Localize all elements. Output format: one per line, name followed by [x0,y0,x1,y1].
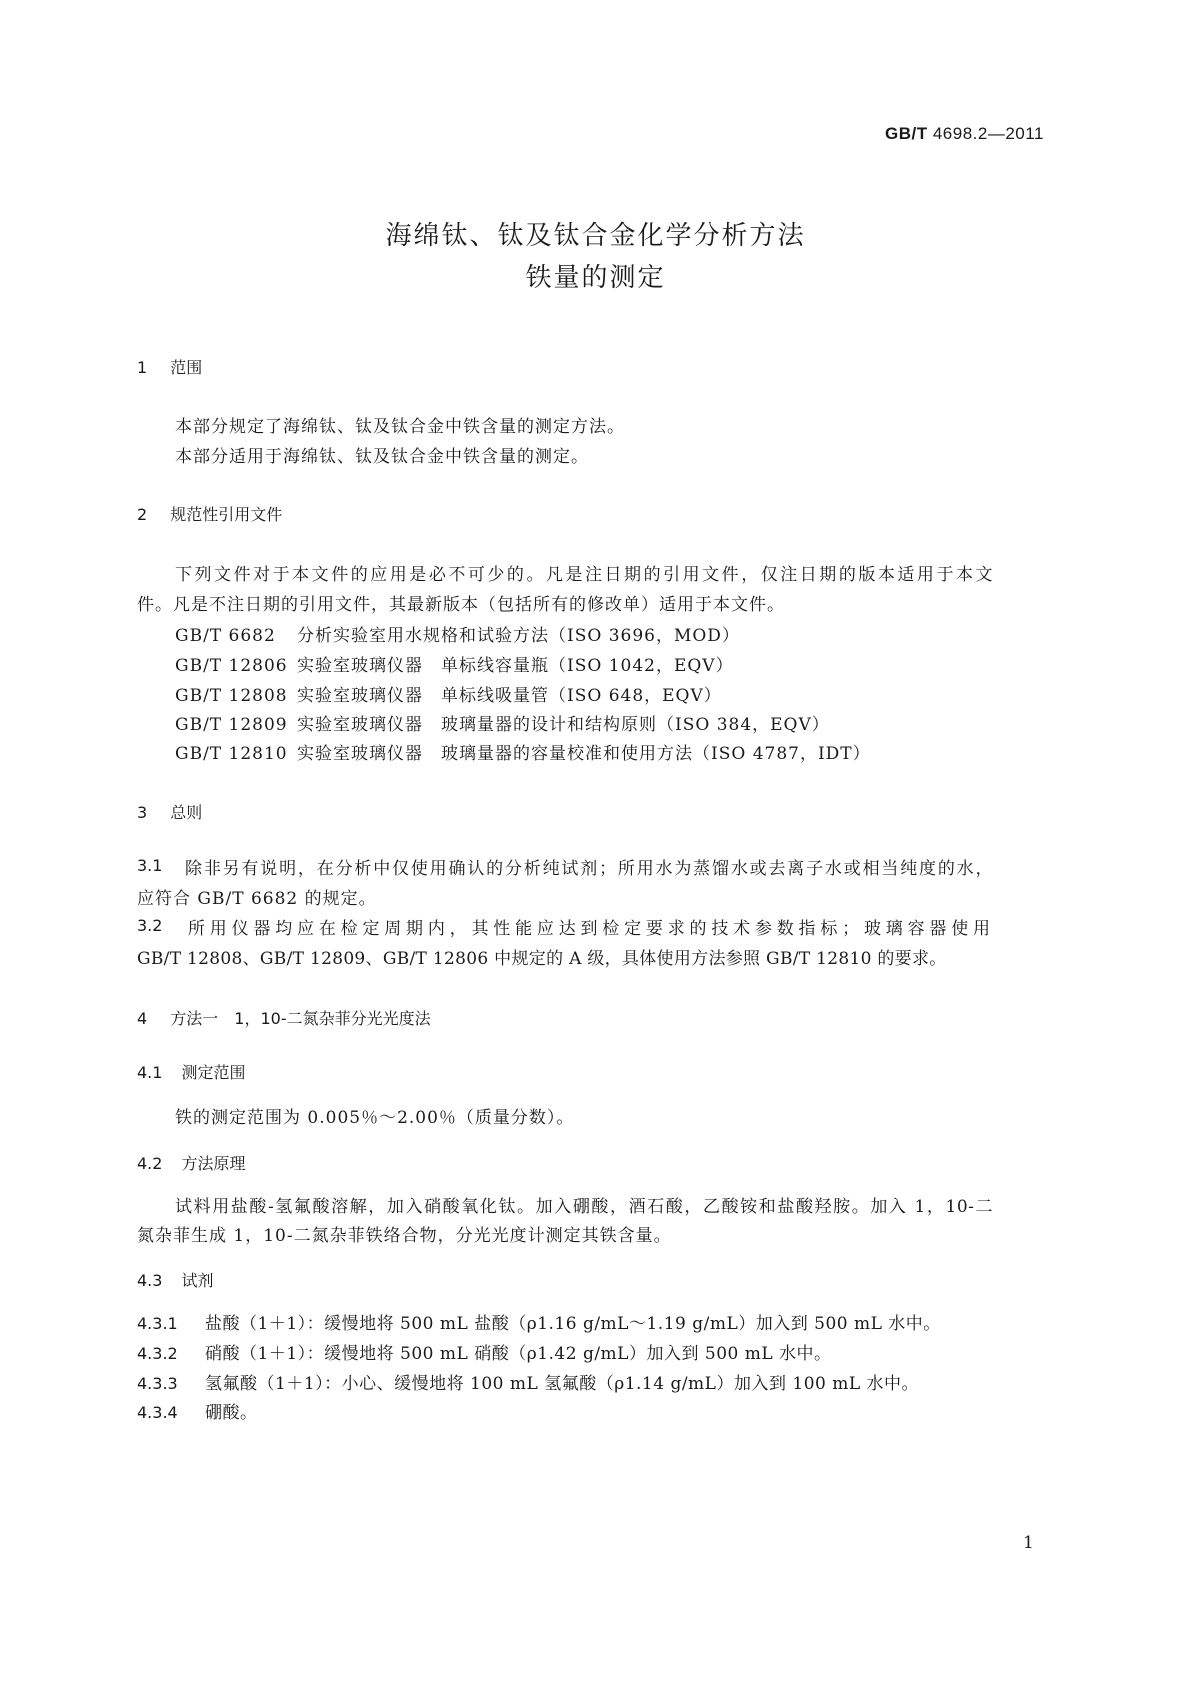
reagent-text: 盐酸（1＋1）：缓慢地将 500 mL 盐酸（ρ1.16 g/mL～1.19 g/mL）加入到 500 mL 水中。 [205,1314,941,1334]
reference-title: 实验室玻璃仪器 玻璃量器的容量校准和使用方法（ISO 4787，IDT） [297,744,871,764]
reagent-text: 硼酸。 [205,1403,258,1423]
document-title: 海绵钛、钛及钛合金化学分析方法 [385,221,806,251]
standard-prefix: GB/T [885,124,928,143]
section-title: 总则 [170,803,203,822]
section-4-heading [137,1006,431,1029]
section-1-heading [137,355,202,378]
reference-title: 实验室玻璃仪器 单标线吸量管（ISO 648，EQV） [297,686,722,706]
reference-code: GB/T 12806 [175,656,288,676]
reference-item [175,739,871,764]
reagent-text: 硝酸（1＋1）：缓慢地将 500 mL 硝酸（ρ1.42 g/mL）加入到 500 mL 水中。 [205,1344,832,1364]
subsection-4-2-line-2: 氮杂菲生成 1，10-二氮杂菲铁络合物，分光光度计测定其铁含量。 [137,1226,672,1246]
reagent-item [137,1369,919,1394]
reference-item [175,710,830,735]
reference-code: GB/T 12809 [175,715,288,735]
subsection-title: 试剂 [181,1271,214,1290]
section-1-paragraph-2: 本部分适用于海绵钛、钛及钛合金中铁含量的测定。 [175,447,589,467]
section-title: 规范性引用文件 [170,505,283,524]
section-number: 1 [137,358,148,377]
subsection-4-1-text: 铁的测定范围为 0.005％～2.00％（质量分数）。 [175,1108,575,1128]
subsection-title: 方法原理 [181,1154,246,1173]
section-number: 4 [137,1009,148,1028]
page-number: 1 [1023,1533,1034,1553]
subsection-number: 4.1 [137,1063,163,1082]
subsection-4-2-heading [137,1151,246,1174]
section-title: 方法一 1，10-二氮杂菲分光光度法 [170,1009,431,1028]
section-2-paragraph-line-1: 下列文件对于本文件的应用是必不可少的。凡是注日期的引用文件，仅注日期的版本适用于本文 [175,565,993,585]
subsection-4-2-line-1: 试料用盐酸-氢氟酸溶解，加入硝酸氧化钛。加入硼酸，酒石酸，乙酸铵和盐酸羟胺。加入 1，10-二 [175,1197,993,1217]
reference-title: 实验室玻璃仪器 单标线容量瓶（ISO 1042，EQV） [297,656,734,676]
section-3-heading [137,800,202,823]
reagent-item [137,1309,941,1334]
section-2-heading [137,502,282,525]
subsection-number: 4.3 [137,1271,163,1290]
reference-code: GB/T 12808 [175,686,288,706]
reagent-item [137,1339,832,1364]
clause-3-1-number: 3.1 [137,856,163,875]
clause-3-2-number: 3.2 [137,916,163,935]
standard-number [885,124,1044,144]
reagent-number: 4.3.3 [137,1374,178,1393]
clause-3-2-line-1: 所用仪器均应在检定周期内，其性能应达到检定要求的技术参数指标；玻璃容器使用 [188,919,993,939]
section-1-paragraph-1: 本部分规定了海绵钛、钛及钛合金中铁含量的测定方法。 [175,417,625,437]
clause-3-1-line-1: 除非另有说明，在分析中仅使用确认的分析纯试剂；所用水为蒸馏水或去离子水或相当纯度的水， [185,859,993,879]
reagent-item [137,1398,258,1423]
subsection-4-3-heading [137,1268,214,1291]
reagent-number: 4.3.2 [137,1344,178,1363]
subsection-number: 4.2 [137,1154,163,1173]
reference-code: GB/T 6682 [175,626,276,646]
subsection-4-1-heading [137,1060,246,1083]
reference-title: 实验室玻璃仪器 玻璃量器的设计和结构原则（ISO 384，EQV） [297,715,830,735]
reference-item [175,621,740,646]
reference-code: GB/T 12810 [175,744,288,764]
reagent-text: 氢氟酸（1＋1）：小心、缓慢地将 100 mL 氢氟酸（ρ1.14 g/mL）加入到 100 mL 水中。 [205,1374,920,1394]
clause-3-2-line-2: GB/T 12808、GB/T 12809、GB/T 12806 中规定的 A 级，具体使用方法参照 GB/T 12810 的要求。 [137,949,947,969]
section-2-paragraph-line-2: 件。凡是不注日期的引用文件，其最新版本（包括所有的修改单）适用于本文件。 [137,595,785,615]
subsection-title: 测定范围 [181,1063,246,1082]
document-subtitle: 铁量的测定 [525,263,666,293]
reagent-number: 4.3.4 [137,1403,178,1422]
reference-title: 分析实验室用水规格和试验方法（ISO 3696，MOD） [297,626,740,646]
reagent-number: 4.3.1 [137,1314,178,1333]
reference-item [175,651,734,676]
standard-code: 4698.2—2011 [932,124,1044,143]
reference-item [175,681,722,706]
clause-3-1-line-2: 应符合 GB/T 6682 的规定。 [137,889,377,909]
section-title: 范围 [170,358,203,377]
section-number: 3 [137,803,148,822]
section-number: 2 [137,505,148,524]
